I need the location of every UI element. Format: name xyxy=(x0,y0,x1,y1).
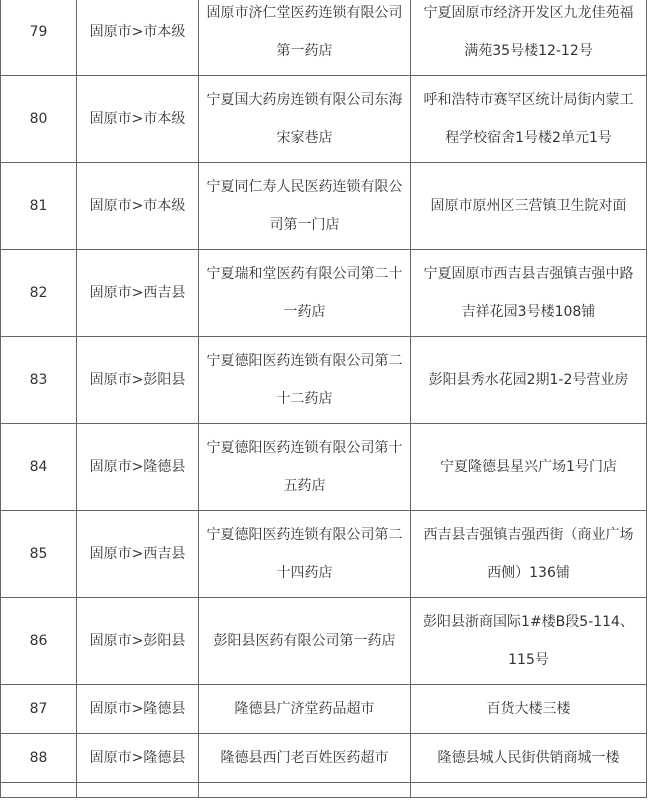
row-address: 宁夏隆德县星兴广场1号门店 xyxy=(411,424,647,511)
row-index: 88 xyxy=(1,734,77,783)
row-region: 固原市>市本级 xyxy=(77,0,199,76)
row-index: 83 xyxy=(1,337,77,424)
partial-cell xyxy=(1,783,77,798)
row-region: 固原市>西吉县 xyxy=(77,511,199,598)
partial-cell xyxy=(411,783,647,798)
table-row xyxy=(1,511,647,598)
row-pharmacy-name: 宁夏瑞和堂医药有限公司第二十一药店 xyxy=(199,250,411,337)
row-pharmacy-name: 宁夏德阳医药连锁有限公司第二十四药店 xyxy=(199,511,411,598)
row-address: 宁夏固原市经济开发区九龙佳苑福满苑35号楼12-12号 xyxy=(411,0,647,76)
row-index: 84 xyxy=(1,424,77,511)
table-row xyxy=(1,424,647,511)
row-index: 87 xyxy=(1,685,77,734)
row-pharmacy-name: 宁夏德阳医药连锁有限公司第十五药店 xyxy=(199,424,411,511)
row-pharmacy-name: 固原市济仁堂医药连锁有限公司第一药店 xyxy=(199,0,411,76)
row-index: 80 xyxy=(1,76,77,163)
row-pharmacy-name: 宁夏同仁寿人民医药连锁有限公司第一门店 xyxy=(199,163,411,250)
row-address: 彭阳县秀水花园2期1-2号营业房 xyxy=(411,337,647,424)
table-row-partial xyxy=(1,783,647,798)
row-pharmacy-name: 隆德县西门老百姓医药超市 xyxy=(199,734,411,783)
row-region: 固原市>西吉县 xyxy=(77,250,199,337)
row-address: 彭阳县浙商国际1#楼B段5-114、115号 xyxy=(411,598,647,685)
row-address: 西吉县吉强镇吉强西街（商业广场西侧）136铺 xyxy=(411,511,647,598)
table-row xyxy=(1,76,647,163)
row-region: 固原市>隆德县 xyxy=(77,424,199,511)
table-row xyxy=(1,0,647,76)
row-address: 固原市原州区三营镇卫生院对面 xyxy=(411,163,647,250)
row-region: 固原市>彭阳县 xyxy=(77,598,199,685)
row-index: 85 xyxy=(1,511,77,598)
table-row xyxy=(1,598,647,685)
table-row xyxy=(1,250,647,337)
row-pharmacy-name: 宁夏国大药房连锁有限公司东海宋家巷店 xyxy=(199,76,411,163)
row-address: 百货大楼三楼 xyxy=(411,685,647,734)
row-region: 固原市>彭阳县 xyxy=(77,337,199,424)
row-address: 隆德县城人民街供销商城一楼 xyxy=(411,734,647,783)
row-region: 固原市>隆德县 xyxy=(77,734,199,783)
row-pharmacy-name: 彭阳县医药有限公司第一药店 xyxy=(199,598,411,685)
row-address: 呼和浩特市赛罕区统计局街内蒙工程学校宿舍1号楼2单元1号 xyxy=(411,76,647,163)
row-index: 82 xyxy=(1,250,77,337)
row-index: 86 xyxy=(1,598,77,685)
table-row xyxy=(1,734,647,783)
row-address: 宁夏固原市西吉县吉强镇吉强中路吉祥花园3号楼108铺 xyxy=(411,250,647,337)
row-index: 81 xyxy=(1,163,77,250)
row-pharmacy-name: 隆德县广济堂药品超市 xyxy=(199,685,411,734)
partial-cell xyxy=(77,783,199,798)
partial-cell xyxy=(199,783,411,798)
row-region: 固原市>市本级 xyxy=(77,76,199,163)
row-index: 79 xyxy=(1,0,77,76)
table-row xyxy=(1,337,647,424)
table-row xyxy=(1,685,647,734)
table-row xyxy=(1,163,647,250)
row-pharmacy-name: 宁夏德阳医药连锁有限公司第二十二药店 xyxy=(199,337,411,424)
row-region: 固原市>市本级 xyxy=(77,163,199,250)
row-region: 固原市>隆德县 xyxy=(77,685,199,734)
